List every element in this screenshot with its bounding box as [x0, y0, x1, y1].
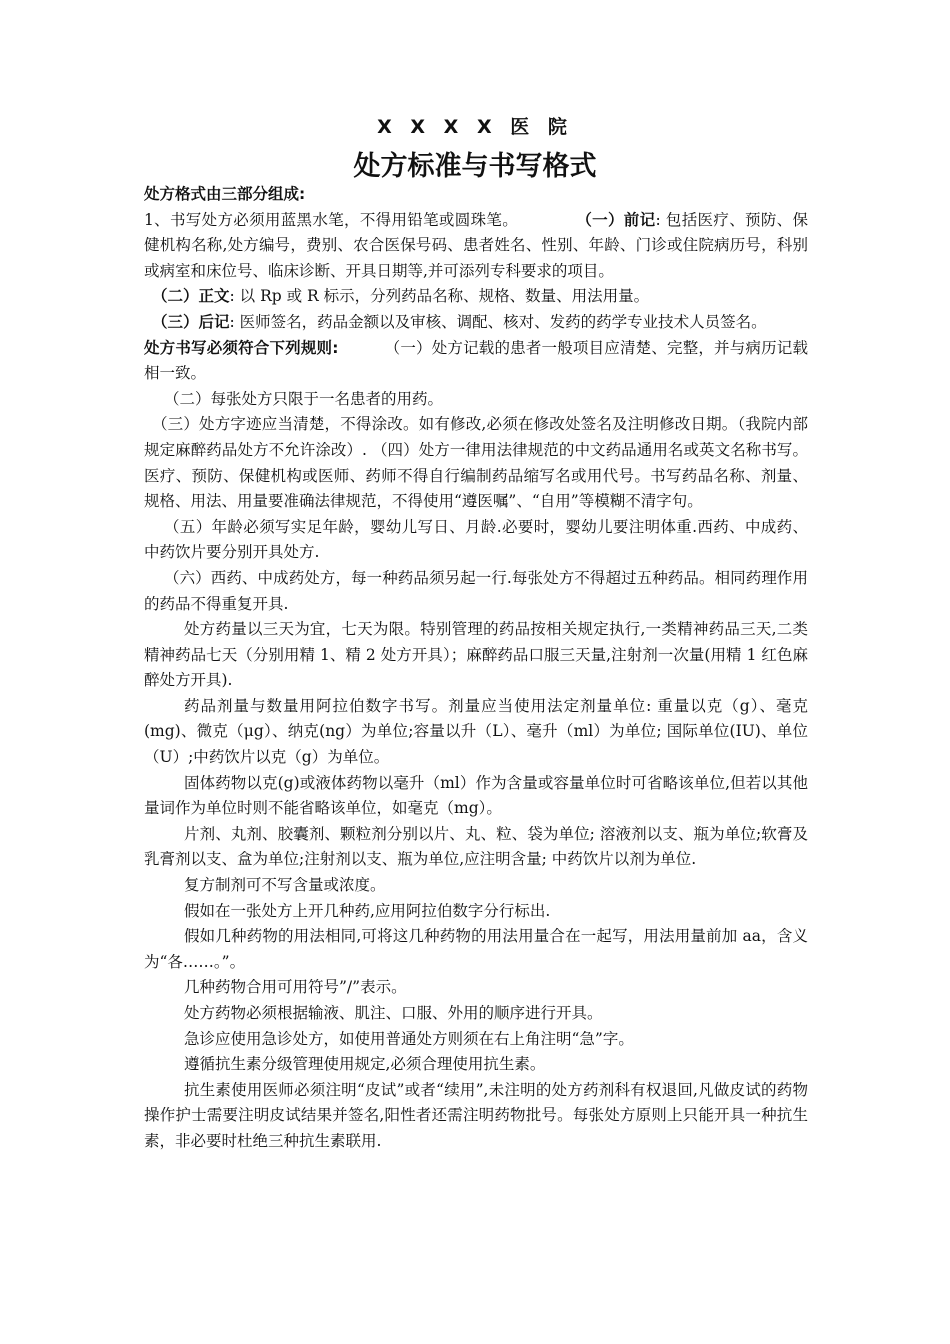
paragraph-two: （二）每张处方只限于一名患者的用药。: [164, 389, 444, 408]
paragraph-five: （五）年龄必须写实足年龄，婴幼儿写日、月龄.必要时，婴幼儿要注明体重.西药、中成药、中药饮片要分别开具处方.: [144, 517, 808, 562]
part3-text: : 医师签名，药品金额以及审核、调配、核对、发药的药学专业技术人员签名。: [229, 312, 767, 331]
paragraph-solid-liquid: 固体药物以克(g)或液体药物以毫升（ml）作为含量或容量单位时可省略该单位,但若以其他量词作为单位时则不能省略该单位，如毫克（mg）。: [144, 773, 808, 818]
paragraph-compound: 复方制剂可不写含量或浓度。: [184, 876, 386, 895]
paragraph-symbol: 几种药物合用可用符号”/”表示。: [184, 978, 407, 997]
paragraph-part2: [144, 284, 808, 310]
rules-heading: 处方书写必须符合下列规则:: [144, 338, 339, 357]
rule1-text: 1、书写处方必须用蓝黑水笔，不得用铅笔或圆珠笔。: [144, 210, 519, 229]
paragraph-part3: [144, 310, 808, 336]
paragraph-order: 处方药物必须根据输液、肌注、口服、外用的顺序进行开具。: [184, 1004, 603, 1022]
paragraph-dosage-forms: 片剂、丸剂、胶囊剂、颗粒剂分别以片、丸、粒、袋为单位; 溶液剂以支、瓶为单位;软膏及乳膏剂以支、盒为单位;注射剂以支、瓶为单位,应注明含量; 中药饮片以剂为单位.: [144, 824, 808, 869]
part1-label: （一）前记: [576, 210, 656, 229]
paragraph-units: 药品剂量与数量用阿拉伯数字书写。剂量应当使用法定剂量单位: 重量以克（g）、毫克(mg)、微克（μg）、纳克(ng）为单位;容量以升（L）、毫升（ml）为单位; 国际单位(IU)、单位（U）;中药饮片以克（g）为单位。: [144, 696, 808, 767]
part3-label: （三）后记: [152, 312, 230, 331]
paragraph-rule1-front-matter: [144, 208, 808, 285]
paragraph-antibiotic-skin-test: 抗生素使用医师必须注明“皮试”或者“续用”,未注明的处方药剂科有权退回,凡做皮试的药物操作护士需要注明皮试结果并签名,阳性者还需注明药物批号。每张处方原则上只能开具一种抗生素，非必要时杜绝三种抗生素联用.: [144, 1080, 808, 1150]
format-heading: [144, 182, 808, 208]
hospital-name: X X X X 医 院: [377, 116, 573, 138]
document-title: 处方标准与书写格式: [353, 151, 597, 182]
rules-first: （一）处方记载的患者一般项目应清楚、完整，并与病历记载相一致。: [144, 338, 808, 383]
paragraph-dosage-days: 处方药量以三天为宜，七天为限。特别管理的药品按相关规定执行,一类精神药品三天,二类精神药品七天（分别用精 1、精 2 处方开具）；麻醉药品口服三天量,注射剂一次量(用精 1 红色麻醉处方开具).: [144, 620, 808, 690]
paragraph-multiple-drugs: 假如在一张处方上开几种药,应用阿拉伯数字分行标出.: [184, 901, 551, 920]
paragraph-rules: [144, 336, 808, 387]
part2-text: : 以 Rp 或 R 标示，分列药品名称、规格、数量、用法用量。: [229, 287, 650, 306]
part2-label: （二）正文: [152, 287, 230, 306]
paragraph-antibiotic-rule: 遵循抗生素分级管理使用规定,必须合理使用抗生素。: [184, 1055, 546, 1074]
part1-text: : 包括医疗、预防、保健机构名称,处方编号，费别、农合医保号码、患者姓名、性别、年龄、门诊或住院病历号，科别或病室和床位号、临床诊断、开具日期等,并可添列专科要求的项目。: [144, 210, 808, 280]
paragraph-six: （六）西药、中成药处方，每一种药品须另起一行.每张处方不得超过五种药品。相同药理作用的药品不得重复开具.: [144, 568, 808, 613]
paragraph-emergency: 急诊应使用急诊处方，如使用普通处方则须在右上角注明“急”字。: [184, 1029, 634, 1048]
paragraph-three-four: （三）处方字迹应当清楚，不得涂改。如有修改,必须在修改处签名及注明修改日期。（我院内部规定麻醉药品处方不允许涂改）. （四）处方一律用法律规范的中文药品通用名或英文名称书写。医疗、预防、保健机构或医师、药师不得自行编制药品缩写名或用代号。书写药品名称、剂量、规格、用法、用量要准确法律规范，不得使用“遵医嘱”、“自用”等模糊不清字句。: [144, 415, 808, 511]
paragraph-same-usage: 假如几种药物的用法相同,可将这几种药物的用法用量合在一起写，用法用量前加 aa，含义为“各……。”。: [144, 927, 808, 971]
document-body: [144, 182, 808, 1155]
format-heading-text: 处方格式由三部分组成:: [144, 185, 306, 203]
